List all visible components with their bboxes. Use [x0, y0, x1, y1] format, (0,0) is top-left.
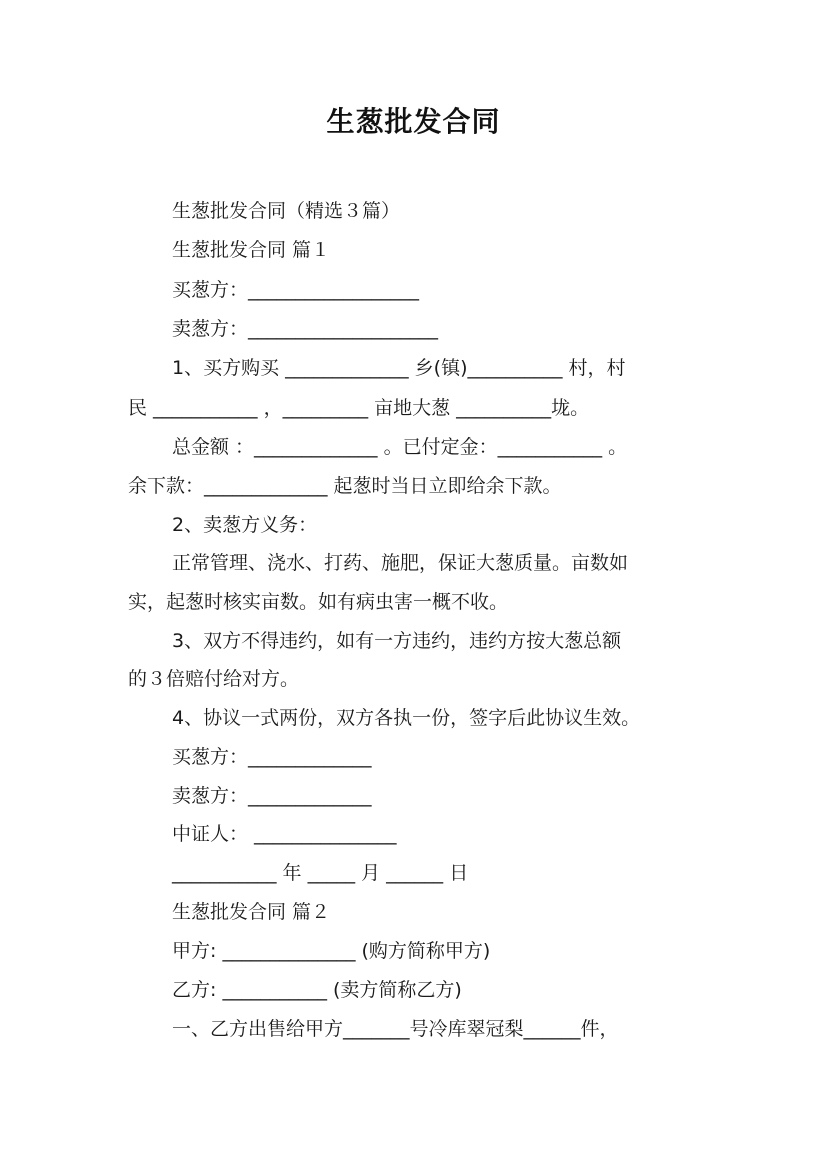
- paragraph-line: 4、协议一式两份，双方各执一份，签字后此协议生效。: [172, 707, 641, 729]
- paragraph-line: ___________ 年 _____ 月 ______ 日: [172, 862, 469, 884]
- paragraph-line: 生葱批发合同 篇１: [172, 239, 331, 261]
- paragraph-line: 买葱方：__________________: [172, 279, 420, 301]
- paragraph-line: 甲方: ______________ (购方简称甲方): [172, 940, 491, 962]
- paragraph-line: 买葱方：_____________: [172, 746, 372, 768]
- paragraph-line: 总金额 ：_____________ 。已付定金：___________ 。: [172, 436, 628, 458]
- paragraph-line: 3、双方不得违约，如有一方违约，违约方按大葱总额: [172, 630, 622, 652]
- paragraph-line: 卖葱方：_____________: [172, 785, 372, 807]
- paragraph-line: 生葱批发合同 篇２: [172, 901, 331, 923]
- paragraph-line: 卖葱方：____________________: [172, 318, 439, 340]
- paragraph-line: 民 ___________ ，_________ 亩地大葱 __________垅。: [128, 397, 590, 419]
- paragraph-line: 中证人： _______________: [172, 823, 397, 845]
- paragraph-line: 一、乙方出售给甲方_______号冷库翠冠梨______件，: [172, 1018, 619, 1040]
- paragraph-line: 1、买方购买 _____________ 乡(镇)__________ 村，村: [172, 357, 626, 379]
- paragraph-line: 的３倍赔付给对方。: [128, 668, 300, 690]
- document-title: 生葱批发合同: [326, 105, 501, 138]
- paragraph-line: 正常管理、浇水、打药、施肥，保证大葱质量。亩数如: [172, 552, 629, 574]
- paragraph-line: 乙方: ___________ (卖方简称乙方): [172, 979, 462, 1001]
- paragraph-line: 实，起葱时核实亩数。如有病虫害一概不收。: [128, 591, 509, 613]
- paragraph-line: 2、卖葱方义务：: [172, 514, 318, 536]
- paragraph-line: 生葱批发合同（精选３篇）: [172, 200, 401, 222]
- paragraph-line: 余下款：_____________ 起葱时当日立即给余下款。: [128, 475, 562, 497]
